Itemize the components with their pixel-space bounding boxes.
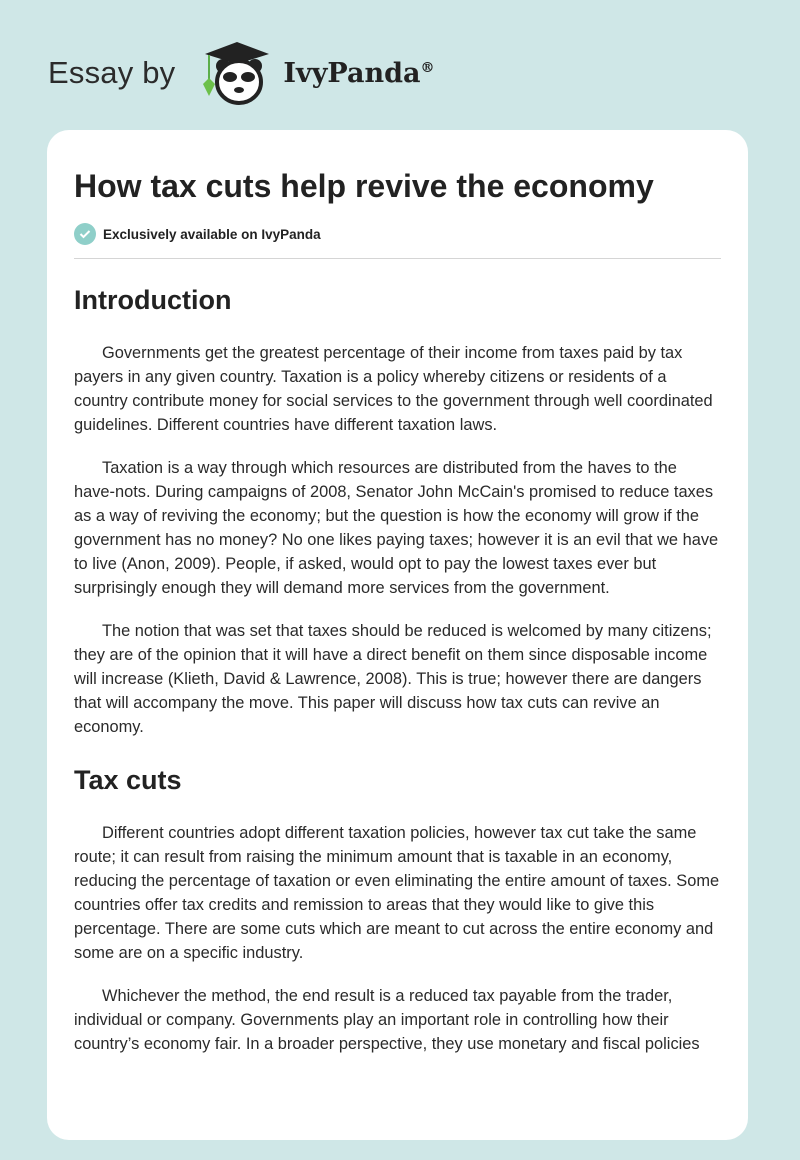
paragraph: The notion that was set that taxes should be reduced is welcomed by many citizens; they are of the opinion that it will have a direct benefit on them since disposable income will increase (Klieth, David & Lawrence, 2008). This is true; however there are dangers that will accompany the move. This paper will discuss how tax cuts can revive an economy. [74,622,712,736]
paragraph: Taxation is a way through which resources are distributed from the haves to the have-nots. During campaigns of 2008, Senator John McCain's promised to reduce taxes as a way of reviving the economy; but the question is how the economy will grow if the government has no money? No one likes paying taxes; however it is an evil that we have to live (Anon, 2009). People, if asked, would opt to pay the lowest taxes ever but surprisingly enough they will demand more services from the government. [74,459,719,597]
paragraph: Whichever the method, the end result is a reduced tax payable from the trader, individual or company. Governments play an important role in controlling how their country’s economy fair. In a broader perspective, they use monetary and fiscal policies [74,987,700,1053]
check-icon [74,223,96,245]
exclusive-badge [74,223,721,245]
paragraph: Different countries adopt different taxation policies, however tax cut take the same route; it can result from raising the minimum amount that is taxable in an economy, reducing the percentage of taxation or even eliminating the entire amount of taxes. Some countries offer tax credits and remission to areas that they would like to give this percentage. There are some cuts which are meant to cut across the entire economy and some are on a specific industry. [74,824,720,962]
registered-mark: ® [420,59,435,76]
section-heading: Introduction [74,285,232,315]
essay-by-label: Essay by [48,55,176,90]
essay-card [47,130,748,1140]
brand-name[interactable] [283,58,434,89]
panda-logo-icon[interactable] [193,38,273,108]
divider [74,258,721,259]
paragraph: Governments get the greatest percentage of their income from taxes paid by tax payers in any given country. Taxation is a policy whereby citizens or residents of a country contribute money for social services to the government through well coordinated guidelines. Different countries have different taxation laws. [74,344,713,434]
section-heading: Tax cuts [74,765,182,795]
brand-text: IvyPanda [283,57,421,89]
badge-label: Exclusively available on IvyPanda [103,226,321,242]
page-title: How tax cuts help revive the economy [74,168,654,204]
site-header [48,38,434,108]
